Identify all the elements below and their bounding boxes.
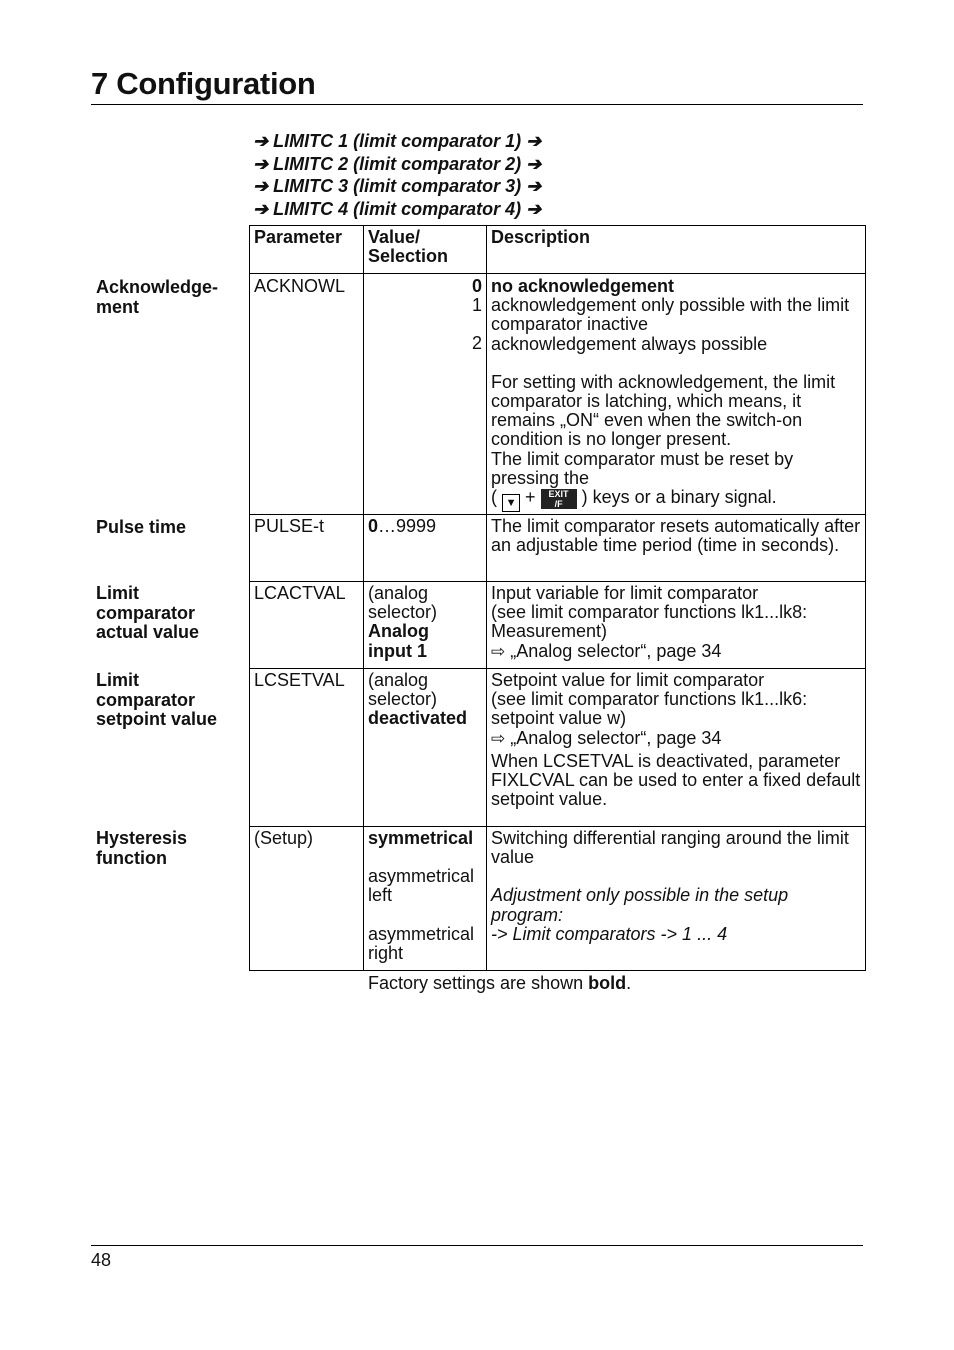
chapter-title: 7 Configuration	[91, 66, 316, 101]
cell-parameter: LCSETVAL	[250, 669, 364, 827]
exit-key-icon: EXIT /F	[541, 489, 577, 509]
row-label-acknowledgement: Acknowledge- ment	[96, 277, 219, 317]
factory-settings-note: Factory settings are shown bold.	[368, 973, 632, 993]
cross-reference-link[interactable]: ⇨ „Analog selector“, page 34	[491, 640, 722, 661]
row-label-hysteresis: Hysteresis function	[96, 828, 188, 868]
nav-path-limitc-3: ➔ LIMITC 3 (limit comparator 3) ➔	[253, 176, 542, 196]
arrow-right-icon: ⇨	[491, 641, 506, 661]
cross-reference-link[interactable]: ⇨ „Analog selector“, page 34	[491, 727, 722, 748]
table-row	[250, 274, 866, 515]
row-label-pulse-time: Pulse time	[96, 517, 187, 537]
cell-parameter: ACKNOWL	[250, 274, 364, 515]
cell-values: (analog selector) Analog input 1	[364, 582, 487, 669]
down-key-icon: ▼	[502, 494, 520, 512]
table-row	[250, 827, 866, 971]
cell-description: The limit comparator resets automatically after an adjustable time period (time in seconds).	[487, 515, 866, 582]
cell-values: symmetrical asymmetrical left asymmetrical right	[364, 827, 487, 971]
key-combination: ( ▼ + EXIT /F ) keys or a binary signal.	[491, 488, 861, 512]
nav-path-limitc-1: ➔ LIMITC 1 (limit comparator 1) ➔	[253, 131, 542, 151]
header-description: Description	[487, 226, 866, 274]
header-value-selection: Value/ Selection	[364, 226, 487, 274]
cell-values: 0…9999	[364, 515, 487, 582]
footer-divider	[91, 1245, 863, 1246]
table-row	[250, 582, 866, 669]
cell-parameter: LCACTVAL	[250, 582, 364, 669]
navigation-paths	[253, 130, 541, 220]
page-number: 48	[91, 1250, 112, 1270]
table-row	[250, 515, 866, 582]
parameter-table	[249, 225, 866, 971]
nav-path-limitc-4: ➔ LIMITC 4 (limit comparator 4) ➔	[253, 198, 542, 219]
cell-description: no acknowledgement acknowledgement only possible with the limit comparator inactive acknowledgement always possible For setting with acknowledgement, the limit comparator is latching, which means, it remains „ON“ even when the switch-on condition is no longer present. The limit comparator must be reset by pressing the ( ▼ + EXIT /F ) keys or a binary signal.	[487, 274, 866, 515]
row-label-setpoint-value: Limit comparator setpoint value	[96, 670, 218, 729]
cell-description: Switching differential ranging around the limit value Adjustment only possible in the setup program: -> Limit comparators -> 1 ... 4	[487, 827, 866, 971]
table-row	[250, 669, 866, 827]
cell-parameter: (Setup)	[250, 827, 364, 971]
table-header-row	[250, 226, 866, 274]
header-parameter: Parameter	[250, 226, 364, 274]
cell-values: (analog selector) deactivated	[364, 669, 487, 827]
cell-description: Input variable for limit comparator (see limit comparator functions lk1...lk8: Measurement) ⇨ „Analog selector“, page 34	[487, 582, 866, 669]
cell-parameter: PULSE-t	[250, 515, 364, 582]
nav-path-limitc-2: ➔ LIMITC 2 (limit comparator 2) ➔	[253, 153, 542, 174]
cell-description: Setpoint value for limit comparator (see limit comparator functions lk1...lk6: setpoint value w) ⇨ „Analog selector“, page 34 When LCSETVAL is deactivated, parameter FIXLCVAL can be used to enter a fixed default setpoint value.	[487, 669, 866, 827]
row-label-actual-value: Limit comparator actual value	[96, 583, 200, 642]
cell-values: 0 1 2	[364, 274, 487, 515]
title-divider	[91, 104, 863, 105]
arrow-right-icon: ⇨	[491, 728, 506, 748]
